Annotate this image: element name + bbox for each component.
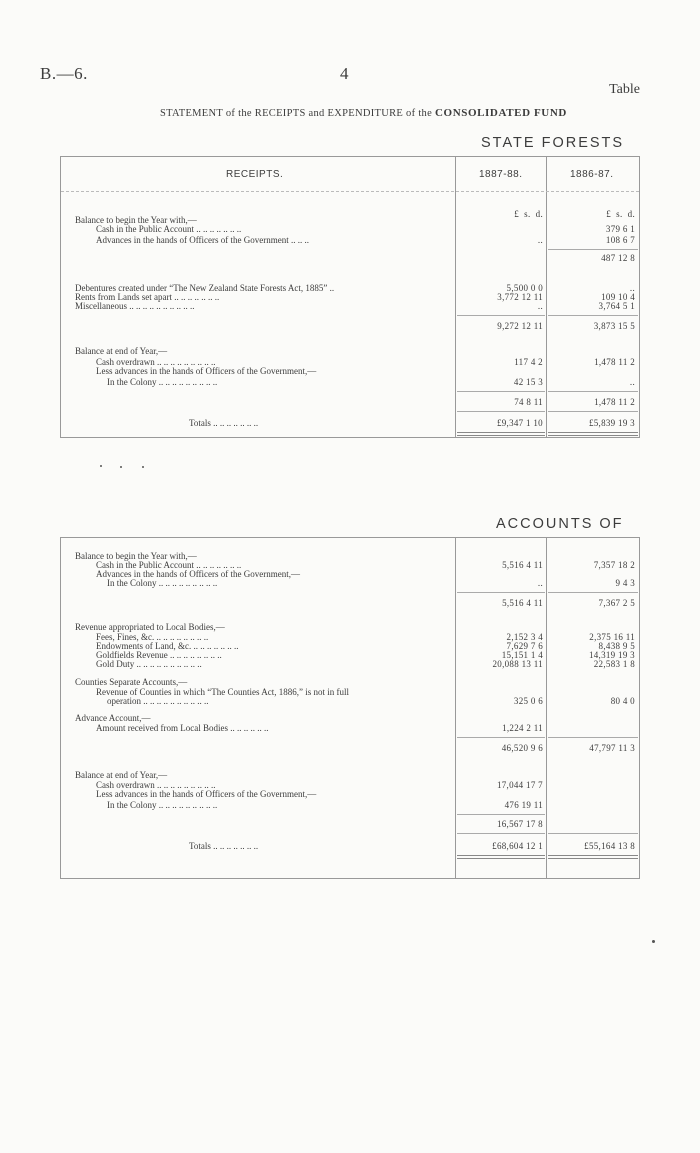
amount-1886-87: 379 6 1 [605,224,635,234]
amount-1887-88: 42 15 3 [513,377,543,387]
amount-1886-87: 487 12 8 [601,253,635,263]
currency-units-1887: £ s. d. [514,209,543,219]
amount-1886-87: 80 4 0 [610,696,635,706]
amount-1886-87: 109 10 4 [601,292,635,302]
table-row [61,723,639,734]
amount-1886-87: 108 6 7 [605,235,635,245]
row-label: Cash overdrawn .. .. .. .. .. .. .. .. .. [96,357,216,367]
section-heading-state-forests: STATE FORESTS [481,135,625,151]
amount-1887-88: .. [537,235,543,245]
subtotal-row [61,598,639,609]
state-forests-table [60,156,640,438]
table-row [61,659,639,670]
amount-1886-87: 2,375 16 11 [589,632,635,642]
row-label: Less advances in the hands of Officers of the Government,— [96,789,317,799]
row-label: Gold Duty .. .. .. .. .. .. .. .. .. .. [96,659,202,669]
table-row [61,578,639,589]
subtotal-row [61,253,639,264]
table-label: Table [609,82,640,97]
table-row [61,224,639,235]
amount-1887-88: 5,500 0 0 [506,283,543,293]
page-number: 4 [340,64,349,83]
amount-1887-88: .. [537,301,543,311]
total-double-rule [548,855,638,859]
amount-1887-88: £9,347 1 10 [496,418,543,428]
row-label: Endowments of Land, &c. .. .. .. .. .. .. .. [96,641,239,651]
amount-1886-87: £5,839 19 3 [588,418,635,428]
accounts-of-table [60,537,640,879]
amount-1887-88: .. [537,578,543,588]
amount-1886-87: 3,764 5 1 [598,301,635,311]
amount-1887-88: 5,516 4 11 [502,598,543,608]
row-label: Cash in the Public Account .. .. .. .. .. .. .. [96,224,242,234]
section-heading-accounts-of: ACCOUNTS OF [496,516,624,532]
row-label: Balance at end of Year,— [75,346,168,356]
document-reference: B.—6. [40,64,88,83]
currency-units-1886: £ s. d. [606,209,635,219]
amount-1887-88: 476 19 11 [504,800,543,810]
amount-1886-87: 3,873 15 5 [593,321,635,331]
table-row [61,696,639,707]
row-label: Advance Account,— [75,713,151,723]
year-1886-87-header: 1886-87. [570,169,614,180]
row-label: Revenue appropriated to Local Bodies,— [75,622,225,632]
sum-rule [548,833,638,834]
amount-1886-87: 9 4 3 [615,578,635,588]
table-row [61,800,639,811]
row-label: Less advances in the hands of Officers of the Government,— [96,366,317,376]
row-label: In the Colony .. .. .. .. .. .. .. .. .. [107,578,218,588]
sum-rule [548,391,638,392]
amount-1887-88: 16,567 17 8 [496,819,543,829]
row-label: In the Colony .. .. .. .. .. .. .. .. .. [107,377,218,387]
amount-1887-88: 20,088 13 11 [492,659,543,669]
sum-rule [457,833,545,834]
sum-rule [548,592,638,593]
sum-rule [548,249,638,250]
table-row [61,418,639,429]
sum-rule [457,315,545,316]
amount-1887-88: 7,629 7 6 [506,641,543,651]
row-label: Advances in the hands of Officers of the Government .. .. .. [96,235,310,245]
year-1887-88-header: 1887-88. [479,169,523,180]
amount-1887-88: 46,520 9 6 [501,743,543,753]
row-label: Counties Separate Accounts,— [75,677,188,687]
sum-rule [548,737,638,738]
amount-1887-88: 1,224 2 11 [502,723,543,733]
row-label: Totals .. .. .. .. .. .. .. [189,841,259,851]
amount-1886-87: 7,357 18 2 [593,560,635,570]
row-label: Balance to begin the Year with,— [75,551,197,561]
ink-speck [120,466,122,468]
sum-rule [457,592,545,593]
table-row [61,346,639,357]
table-row [61,235,639,246]
table-row [61,366,639,377]
table-row [61,301,639,312]
row-label: Advances in the hands of Officers of the Government,— [96,569,301,579]
sum-rule [457,814,545,815]
amount-1886-87: 14,319 19 3 [588,650,635,660]
table-row [61,841,639,852]
row-label: Amount received from Local Bodies .. .. .. .. .. .. [96,723,269,733]
statement-title-part1: STATEMENT of the RECEIPTS and EXPENDITURE of the [160,108,433,119]
ink-speck [652,940,655,943]
row-label: Fees, Fines, &c. .. .. .. .. .. .. .. .. [96,632,209,642]
amount-1886-87: 1,478 11 2 [594,397,635,407]
table-row [61,789,639,800]
subtotal-row [61,743,639,754]
sum-rule [457,411,545,412]
table-row [61,377,639,388]
subtotal-row [61,819,639,830]
amount-1887-88: 117 4 2 [514,357,543,367]
amount-1886-87: 1,478 11 2 [594,357,635,367]
receipts-column-header: RECEIPTS. [226,169,284,180]
amount-1887-88: 2,152 3 4 [506,632,543,642]
row-label: Miscellaneous .. .. .. .. .. .. .. .. .. .. [75,301,195,311]
total-double-rule [457,855,545,859]
amount-1887-88: 15,151 1 4 [501,650,543,660]
row-label: Totals .. .. .. .. .. .. .. [189,418,259,428]
amount-1886-87: 47,797 11 3 [589,743,635,753]
ink-speck [142,466,144,468]
row-label: Debentures created under “The New Zealand State Forests Act, 1885” .. [75,283,335,293]
amount-1887-88: 9,272 12 11 [497,321,543,331]
subtotal-row [61,321,639,332]
amount-1887-88: 325 0 6 [513,696,543,706]
amount-1886-87: .. [629,377,635,387]
total-double-rule [457,432,545,436]
amount-1887-88: £68,604 12 1 [492,841,543,851]
row-label: Balance at end of Year,— [75,770,168,780]
total-double-rule [548,432,638,436]
row-label: Revenue of Counties in which “The Counties Act, 1886,” is not in full [96,687,349,697]
ink-speck [100,465,102,467]
statement-title-part2: CONSOLIDATED FUND [435,107,567,119]
amount-1886-87: £55,164 13 8 [584,841,635,851]
row-label: Goldfields Revenue .. .. .. .. .. .. .. .. [96,650,222,660]
amount-1886-87: 7,367 2 5 [598,598,635,608]
amount-1887-88: 74 8 11 [514,397,543,407]
row-label: Balance to begin the Year with,— [75,215,197,225]
amount-1887-88: 17,044 17 7 [496,780,543,790]
sum-rule [457,391,545,392]
sum-rule [457,737,545,738]
header-divider [61,191,639,192]
row-label: In the Colony .. .. .. .. .. .. .. .. .. [107,800,218,810]
amount-1887-88: 3,772 12 11 [497,292,543,302]
amount-1886-87: .. [629,283,635,293]
subtotal-row [61,397,639,408]
row-label: Rents from Lands set apart .. .. .. .. .. .. .. [75,292,220,302]
amount-1886-87: 22,583 1 8 [593,659,635,669]
amount-1886-87: 8,438 9 5 [598,641,635,651]
row-label: Cash in the Public Account .. .. .. .. .. .. .. [96,560,242,570]
sum-rule [548,315,638,316]
statement-title [160,107,567,119]
row-label: Cash overdrawn .. .. .. .. .. .. .. .. .. [96,780,216,790]
row-label: operation .. .. .. .. .. .. .. .. .. .. [107,696,209,706]
sum-rule [548,411,638,412]
amount-1887-88: 5,516 4 11 [502,560,543,570]
